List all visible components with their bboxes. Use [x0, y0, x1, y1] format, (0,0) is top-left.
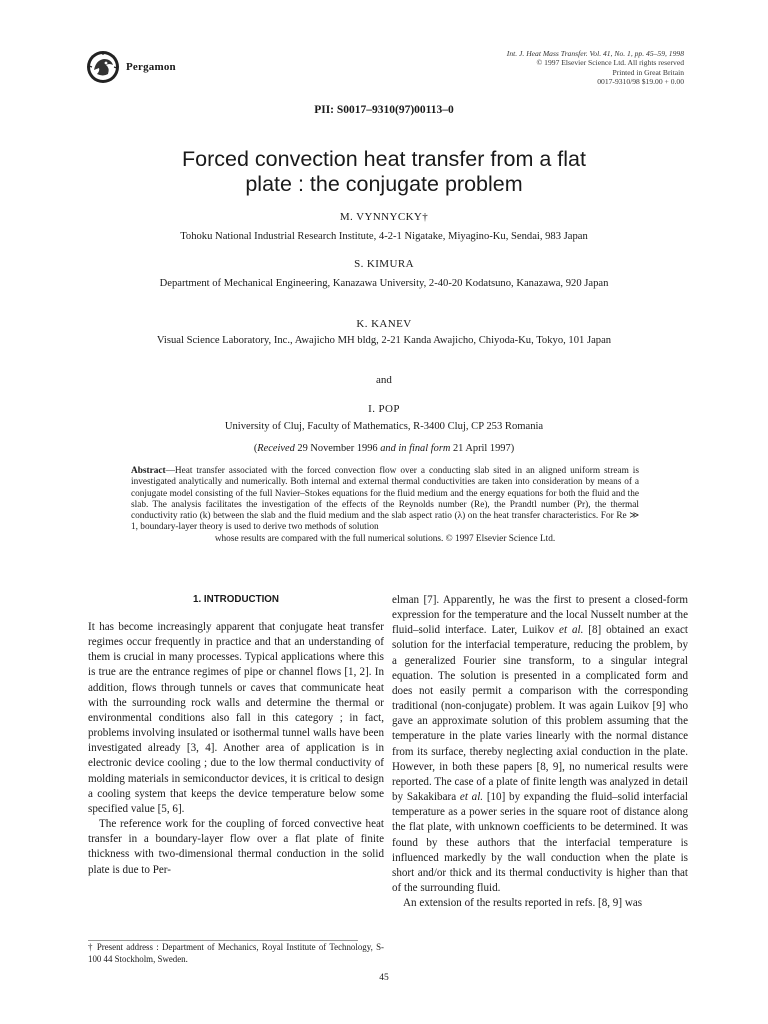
author-name: S. KIMURA	[354, 258, 414, 270]
text-run: [10] by expanding the fluid–solid interfacial temperature as a power series in the square root of distance along the flat plate, with unknown coefficients to be determined. It was found by these authors that the interfacial temperature is influenced markedly by the wall conduction when the plate is short and/or thick and its thermal conductivity is higher than that of the surrounding fluid.	[392, 791, 688, 894]
and-conjunction: and	[376, 374, 392, 386]
section-heading: 1. INTRODUCTION	[193, 594, 279, 605]
journal-citation	[384, 49, 684, 86]
footnote-divider	[88, 940, 358, 941]
received-label: Received	[257, 443, 295, 454]
received-date: 29 November 1996	[294, 443, 381, 454]
author-affiliation: University of Cluj, Faculty of Mathematics, R-3400 Cluj, CP 253 Romania	[224, 421, 544, 432]
text-run: [8] obtained an exact solution for the interfacial temperature, reducing the problem, by a generalized Fourier sine transform, to a singular integral equation. The solution is presented in a complicated form and does not easily permit a comparison with the corresponding traditional (non-conjugate) problem. It was again Luikov [9] who gave an approximate solution of this problem assuming that the temperature in the plate varies linearly with the normal distance from its surface, thereby neglecting axial conduction in the plate. However, in both these papers [8, 9], no numerical results were reported. The case of a plate of finite length was analyzed in detail by Sakakibara	[392, 624, 689, 804]
abstract-last-line: whose results are compared with the full numerical solutions. © 1997 Elsevier Science Ltd.	[214, 533, 556, 544]
et-al: et al.	[459, 791, 484, 804]
author-name: I. POP	[368, 403, 400, 415]
paper-title	[60, 147, 708, 197]
pii-identifier: PII: S0017–9310(97)00113–0	[314, 104, 454, 116]
et-al: et al.	[559, 624, 584, 637]
abstract-label: Abstract	[131, 466, 166, 476]
title-line-2: plate : the conjugate problem	[245, 172, 523, 196]
pergamon-logo-icon	[86, 50, 120, 84]
page-number: 45	[379, 973, 389, 983]
publisher-name: Pergamon	[126, 61, 176, 73]
author-affiliation: Department of Mechanical Engineering, Kanazawa University, 2-40-20 Kodatsuno, Kanazawa, 920 Japan	[159, 278, 609, 289]
author-affiliation: Tohoku National Industrial Research Institute, 4-2-1 Nigatake, Miyagino-Ku, Sendai, 983 Japan	[180, 231, 588, 242]
paragraph: An extension of the results reported in refs. [8, 9] was	[403, 897, 643, 910]
abstract	[131, 466, 639, 545]
received-dates	[0, 443, 768, 454]
author-name: K. KANEV	[356, 318, 412, 330]
author-name: M. VYNNYCKY†	[339, 211, 429, 223]
left-column	[88, 620, 384, 878]
paragraph: It has become increasingly apparent that conjugate heat transfer regimes occur frequently in practice and that an understanding of them is crucial in many processes. Typical applications where this is true are the entrance regimes of pipe or channel flows [1, 2]. In addition, flows through tunnels or caves that communicate heat with the surrounding rock walls and determine the thermal or environmental conditions also fall in this category ; in fact, problems involving insulated or isothermal tunnel walls have been investigated already [3, 4]. Another area of application is in electronic device cooling ; due to the low thermal conductivity of molding materials in semiconductor devices, it is critical to design a cooling system that keeps the device temperature below some specified value [5, 6].	[88, 621, 384, 815]
title-line-1: Forced convection heat transfer from a flat	[182, 147, 586, 171]
final-form-label: and in final form	[380, 443, 451, 454]
footnote: † Present address : Department of Mechanics, Royal Institute of Technology, S-100 44 Stockholm, Sweden.	[88, 942, 384, 964]
text-run: elman [7]. Apparently, he was the first to present a closed-form expression for the temperature and the local Nusselt number at the fluid–solid interface. Later, Luikov	[392, 594, 688, 637]
abstract-body: —Heat transfer associated with the forced convection flow over a conducting slab sited in an aligned uniform stream is investigated analytically and numerically. Both internal and external thermal conductivities are taken into consideration by means of a conjugate model consisting of the full Navier–Stokes equations for the fluid medium and the energy equations for both the fluid and the slab. The analysis facilitates the investigation of the effects of the Reynolds number (Re), the Prandtl number (Pr), the thermal conductivity ratio (k) between the slab and the fluid medium and the slab aspect ratio (λ) on the heat transfer characteristics. For Re ≫ 1, boundary-layer theory is used to derive two methods of solution	[131, 466, 639, 533]
paragraph	[392, 593, 688, 896]
final-form-date: 21 April 1997)	[450, 443, 515, 454]
paragraph: The reference work for the coupling of forced convective heat transfer in a boundary-layer flow over a flat plate of finite thickness with two-dimensional thermal conduction in the solid plate is due to Per-	[88, 818, 384, 876]
copyright-line: © 1997 Elsevier Science Ltd. All rights reserved	[536, 58, 684, 68]
printed-line: Printed in Great Britain	[612, 67, 684, 77]
issn-line: 0017-9310/98 $19.00 + 0.00	[597, 76, 684, 86]
right-column	[392, 593, 688, 911]
received-open: (	[253, 443, 258, 454]
author-affiliation: Visual Science Laboratory, Inc., Awajicho MH bldg, 2-21 Kanda Awajicho, Chiyoda-Ku, Tokyo, 101 Japan	[156, 335, 612, 346]
journal-line: Int. J. Heat Mass Transfer. Vol. 41, No. 1, pp. 45–59, 1998	[506, 49, 684, 58]
